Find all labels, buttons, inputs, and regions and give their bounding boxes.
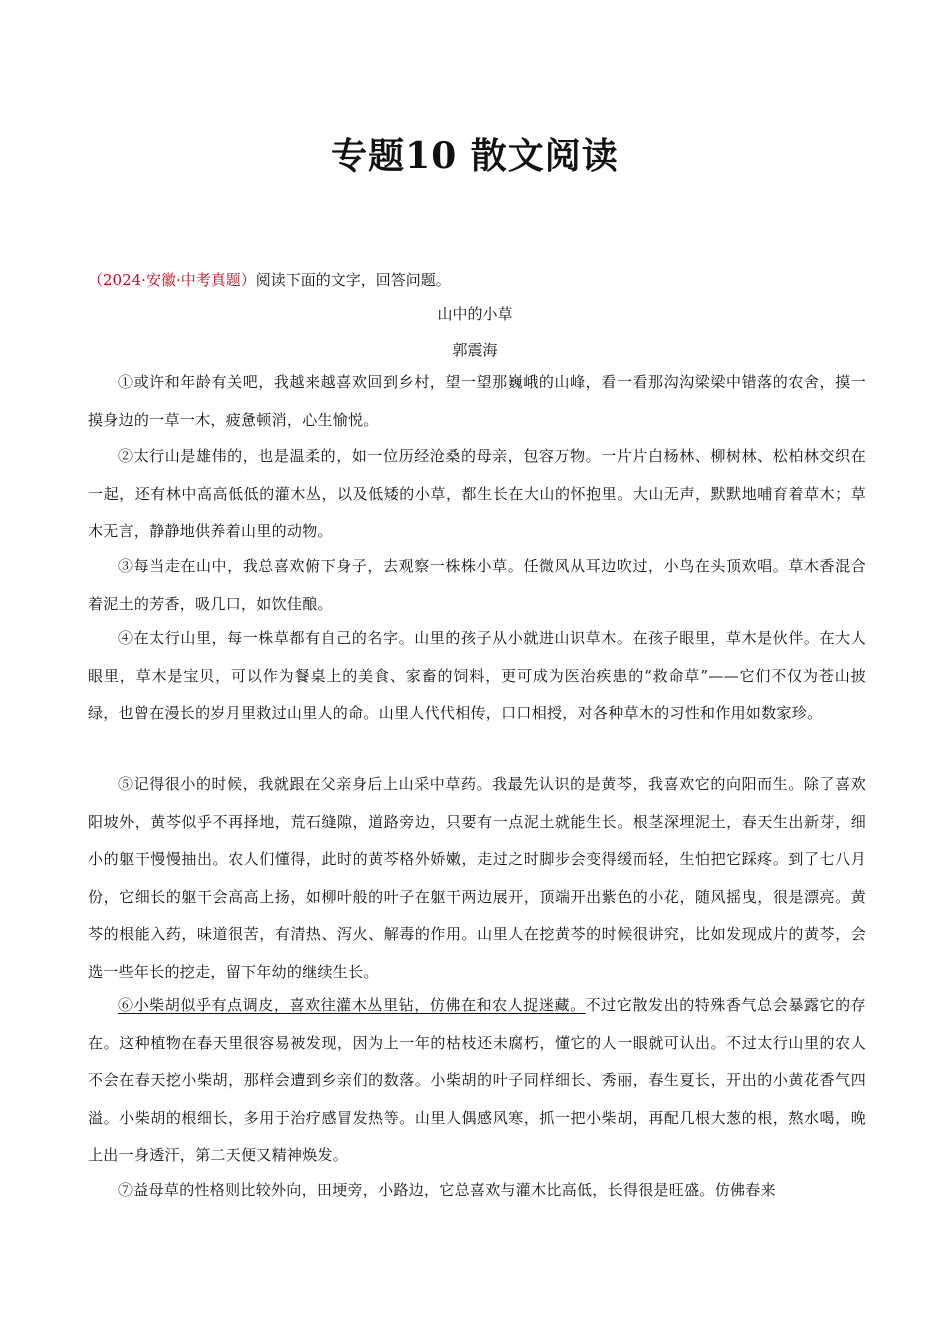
question-intro <box>88 268 868 292</box>
underlined-sentence: ⑥小柴胡似乎有点调皮，喜欢往灌木丛里钻，仿佛在和农人捉迷藏。 <box>118 996 586 1014</box>
paragraph-4: ④在太行山里，每一株草都有自己的名字。山里的孩子从小就进山识草木。在孩子眼里，草木是伙伴。在大人眼里，草木是宝贝，可以作为餐桌上的美食、家畜的饲料，更可成为医治疾患的“救命草”——它们不仅为苍山披绿，也曾在漫长的岁月里救过山里人的命。山里人代代相传，口口相授，对各种草木的习性和作用如数家珍。 <box>88 629 866 722</box>
paragraph-7: ⑦益母草的性格则比较外向，田埂旁，小路边，它总喜欢与灌木比高低，长得很是旺盛。仿佛春来 <box>118 1181 776 1199</box>
essay-title: 山中的小草 <box>437 305 513 323</box>
page-title: 专题10 散文阅读 <box>331 135 619 177</box>
paragraph-2: ②太行山是雄伟的，也是温柔的，如一位历经沧桑的母亲，包容万物。一片片白杨林、柳树林、松柏林交织在一起，还有林中高高低低的灌木丛，以及低矮的小草，都生长在大山的怀抱里。大山无声，默默地哺育着草木；草木无言，静静地供养着山里的动物。 <box>88 447 866 540</box>
paragraph-3: ③每当走在山中，我总喜欢俯下身子，去观察一株株小草。任微风从耳边吹过，小鸟在头顶欢唱。草木香混合着泥土的芳香，吸几口，如饮佳酿。 <box>88 557 866 613</box>
essay-author: 郭震海 <box>452 341 498 359</box>
paragraph-1: ①或许和年龄有关吧，我越来越喜欢回到乡村，望一望那巍峨的山峰，看一看那沟沟梁梁中错落的农舍，摸一摸身边的一草一木，疲惫顿消，心生愉悦。 <box>88 373 866 429</box>
paragraph-6-rest: 不过它散发出的特殊香气总会暴露它的存在。这种植物在春天里很容易被发现，因为上一年的枯枝还未腐朽，懂它的人一眼就可认出。不过太行山里的农人不会在春天挖小柴胡，那样会遭到乡亲们的数落。小柴胡的叶子同样细长、秀丽，春生夏长，开出的小黄花香气四溢。小柴胡的根细长，多用于治疗感冒发热等。山里人偶感风寒，抓一把小柴胡，再配几根大葱的根，熬水喝，晚上出一身透汗，第二天便又精神焕发。 <box>88 996 866 1164</box>
paragraph-6 <box>88 987 866 1175</box>
instruction-text: 阅读下面的文字，回答问题。 <box>255 271 451 289</box>
paragraph-5: ⑤记得很小的时候，我就跟在父亲身后上山采中草药。我最先认识的是黄芩，我喜欢它的向阳而生。除了喜欢阳坡外，黄芩似乎不再择地，荒石缝隙，道路旁边，只要有一点泥土就能生长。根茎深埋泥土，春天生出新芽，细小的躯干慢慢抽出。农人们懂得，此时的黄芩格外娇嫩，走过之时脚步会变得缓而轻，生怕把它踩疼。到了七八月份，它细长的躯干会高高上扬，如柳叶般的叶子在躯干两边展开，顶端开出紫色的小花，随风摇曳，很是漂亮。黄芩的根能入药，味道很苦，有清热、泻火、解毒的作用。山里人在挖黄芩的时候很讲究，比如发现成片的黄芩，会选一些年长的挖走，留下年幼的继续生长。 <box>88 775 866 981</box>
exam-source: （2024·安徽·中考真题） <box>88 271 256 289</box>
